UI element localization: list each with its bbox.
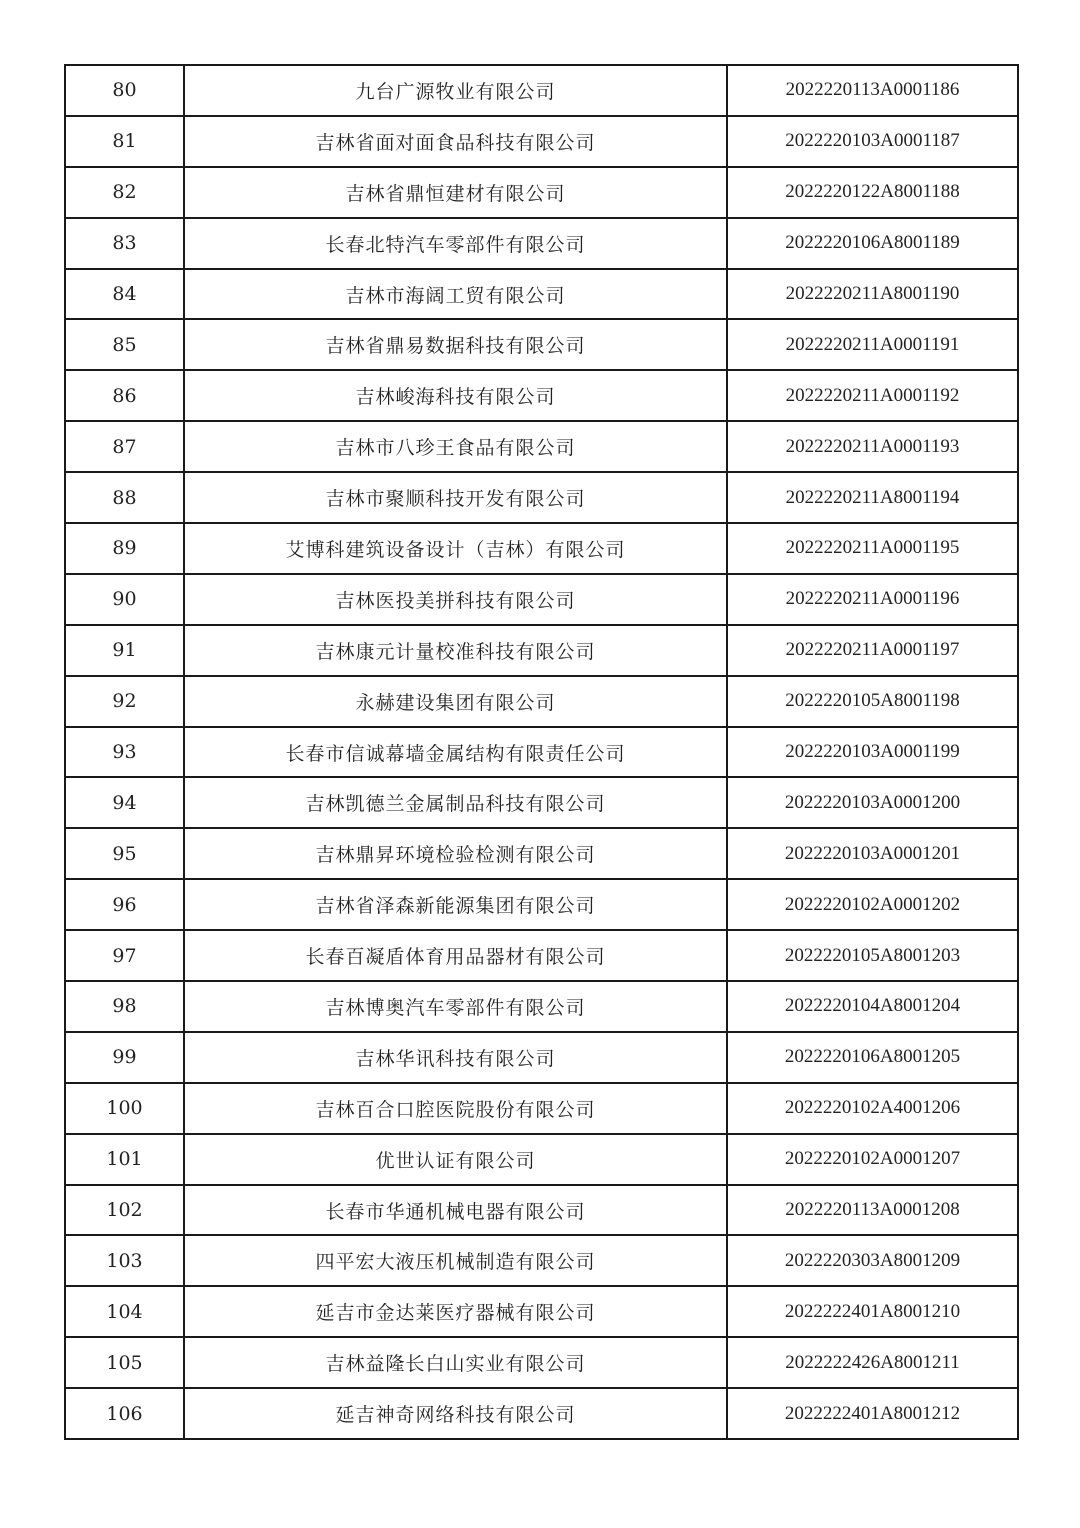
table-row <box>65 1337 1018 1388</box>
registration-code-cell: 2022220103A0001201 <box>727 828 1018 879</box>
registration-code-cell: 2022220211A0001192 <box>727 370 1018 421</box>
company-name-cell: 长春北特汽车零部件有限公司 <box>184 218 727 269</box>
row-number-cell: 102 <box>65 1185 184 1236</box>
table-row <box>65 370 1018 421</box>
company-name-cell: 艾博科建筑设备设计（吉林）有限公司 <box>184 523 727 574</box>
row-number-cell: 106 <box>65 1388 184 1439</box>
company-name-cell: 吉林峻海科技有限公司 <box>184 370 727 421</box>
registration-code-cell: 2022220211A0001191 <box>727 319 1018 370</box>
company-name-cell: 优世认证有限公司 <box>184 1134 727 1185</box>
row-number-cell: 89 <box>65 523 184 574</box>
registration-code-cell: 2022220113A0001208 <box>727 1185 1018 1236</box>
table-row <box>65 472 1018 523</box>
company-name-cell: 吉林市海阔工贸有限公司 <box>184 269 727 320</box>
registration-code-cell: 2022220102A4001206 <box>727 1083 1018 1134</box>
company-name-cell: 吉林益隆长白山实业有限公司 <box>184 1337 727 1388</box>
table-row <box>65 727 1018 778</box>
table-row <box>65 1134 1018 1185</box>
table-row <box>65 1286 1018 1337</box>
registration-code-cell: 2022220106A8001205 <box>727 1032 1018 1083</box>
row-number-cell: 92 <box>65 676 184 727</box>
table-row <box>65 676 1018 727</box>
row-number-cell: 100 <box>65 1083 184 1134</box>
table-row <box>65 523 1018 574</box>
row-number-cell: 103 <box>65 1235 184 1286</box>
registration-code-cell: 2022222426A8001211 <box>727 1337 1018 1388</box>
table-row <box>65 1185 1018 1236</box>
row-number-cell: 94 <box>65 777 184 828</box>
row-number-cell: 90 <box>65 574 184 625</box>
company-name-cell: 长春百凝盾体育用品器材有限公司 <box>184 930 727 981</box>
table-row <box>65 1032 1018 1083</box>
company-name-cell: 吉林省泽森新能源集团有限公司 <box>184 879 727 930</box>
row-number-cell: 96 <box>65 879 184 930</box>
row-number-cell: 86 <box>65 370 184 421</box>
registration-code-cell: 2022220113A0001186 <box>727 65 1018 116</box>
table-row <box>65 421 1018 472</box>
row-number-cell: 97 <box>65 930 184 981</box>
table-row <box>65 879 1018 930</box>
company-name-cell: 吉林凯德兰金属制品科技有限公司 <box>184 777 727 828</box>
table-row <box>65 981 1018 1032</box>
row-number-cell: 88 <box>65 472 184 523</box>
registration-code-cell: 2022220122A8001188 <box>727 167 1018 218</box>
row-number-cell: 93 <box>65 727 184 778</box>
row-number-cell: 104 <box>65 1286 184 1337</box>
table-row <box>65 1388 1018 1439</box>
company-name-cell: 吉林省鼎易数据科技有限公司 <box>184 319 727 370</box>
registration-code-cell: 2022222401A8001210 <box>727 1286 1018 1337</box>
registration-code-cell: 2022220211A8001190 <box>727 269 1018 320</box>
table-row <box>65 218 1018 269</box>
table-row <box>65 319 1018 370</box>
company-name-cell: 吉林省鼎恒建材有限公司 <box>184 167 727 218</box>
row-number-cell: 101 <box>65 1134 184 1185</box>
table-body <box>65 65 1018 1439</box>
registration-code-cell: 2022220105A8001198 <box>727 676 1018 727</box>
table-row <box>65 1235 1018 1286</box>
registration-code-cell: 2022220103A0001187 <box>727 116 1018 167</box>
row-number-cell: 80 <box>65 65 184 116</box>
company-name-cell: 吉林省面对面食品科技有限公司 <box>184 116 727 167</box>
registration-code-cell: 2022220104A8001204 <box>727 981 1018 1032</box>
registration-code-cell: 2022220211A0001197 <box>727 625 1018 676</box>
registration-code-cell: 2022220103A0001199 <box>727 727 1018 778</box>
registration-code-cell: 2022220106A8001189 <box>727 218 1018 269</box>
company-name-cell: 吉林康元计量校准科技有限公司 <box>184 625 727 676</box>
company-registry-table <box>64 64 1019 1440</box>
company-name-cell: 吉林博奥汽车零部件有限公司 <box>184 981 727 1032</box>
registration-code-cell: 2022220211A0001196 <box>727 574 1018 625</box>
company-name-cell: 吉林鼎昇环境检验检测有限公司 <box>184 828 727 879</box>
registration-code-cell: 2022220103A0001200 <box>727 777 1018 828</box>
registration-code-cell: 2022220303A8001209 <box>727 1235 1018 1286</box>
company-name-cell: 九台广源牧业有限公司 <box>184 65 727 116</box>
row-number-cell: 81 <box>65 116 184 167</box>
row-number-cell: 95 <box>65 828 184 879</box>
table-row <box>65 828 1018 879</box>
row-number-cell: 84 <box>65 269 184 320</box>
table-row <box>65 930 1018 981</box>
table-row <box>65 167 1018 218</box>
registration-code-cell: 2022222401A8001212 <box>727 1388 1018 1439</box>
company-name-cell: 吉林华讯科技有限公司 <box>184 1032 727 1083</box>
company-name-cell: 吉林市聚顺科技开发有限公司 <box>184 472 727 523</box>
row-number-cell: 82 <box>65 167 184 218</box>
registration-code-cell: 2022220102A0001202 <box>727 879 1018 930</box>
company-name-cell: 延吉神奇网络科技有限公司 <box>184 1388 727 1439</box>
row-number-cell: 85 <box>65 319 184 370</box>
company-name-cell: 长春市华通机械电器有限公司 <box>184 1185 727 1236</box>
company-name-cell: 四平宏大液压机械制造有限公司 <box>184 1235 727 1286</box>
company-name-cell: 吉林百合口腔医院股份有限公司 <box>184 1083 727 1134</box>
company-name-cell: 长春市信诚幕墙金属结构有限责任公司 <box>184 727 727 778</box>
registration-code-cell: 2022220105A8001203 <box>727 930 1018 981</box>
table-row <box>65 625 1018 676</box>
row-number-cell: 98 <box>65 981 184 1032</box>
registration-code-cell: 2022220102A0001207 <box>727 1134 1018 1185</box>
table-row <box>65 65 1018 116</box>
company-name-cell: 吉林医投美拼科技有限公司 <box>184 574 727 625</box>
row-number-cell: 87 <box>65 421 184 472</box>
company-name-cell: 吉林市八珍王食品有限公司 <box>184 421 727 472</box>
table-row <box>65 574 1018 625</box>
table-row <box>65 777 1018 828</box>
row-number-cell: 91 <box>65 625 184 676</box>
registration-code-cell: 2022220211A8001194 <box>727 472 1018 523</box>
registration-code-cell: 2022220211A0001195 <box>727 523 1018 574</box>
row-number-cell: 99 <box>65 1032 184 1083</box>
table-row <box>65 116 1018 167</box>
registration-code-cell: 2022220211A0001193 <box>727 421 1018 472</box>
table-row <box>65 1083 1018 1134</box>
row-number-cell: 105 <box>65 1337 184 1388</box>
table-row <box>65 269 1018 320</box>
company-name-cell: 永赫建设集团有限公司 <box>184 676 727 727</box>
company-name-cell: 延吉市金达莱医疗器械有限公司 <box>184 1286 727 1337</box>
row-number-cell: 83 <box>65 218 184 269</box>
